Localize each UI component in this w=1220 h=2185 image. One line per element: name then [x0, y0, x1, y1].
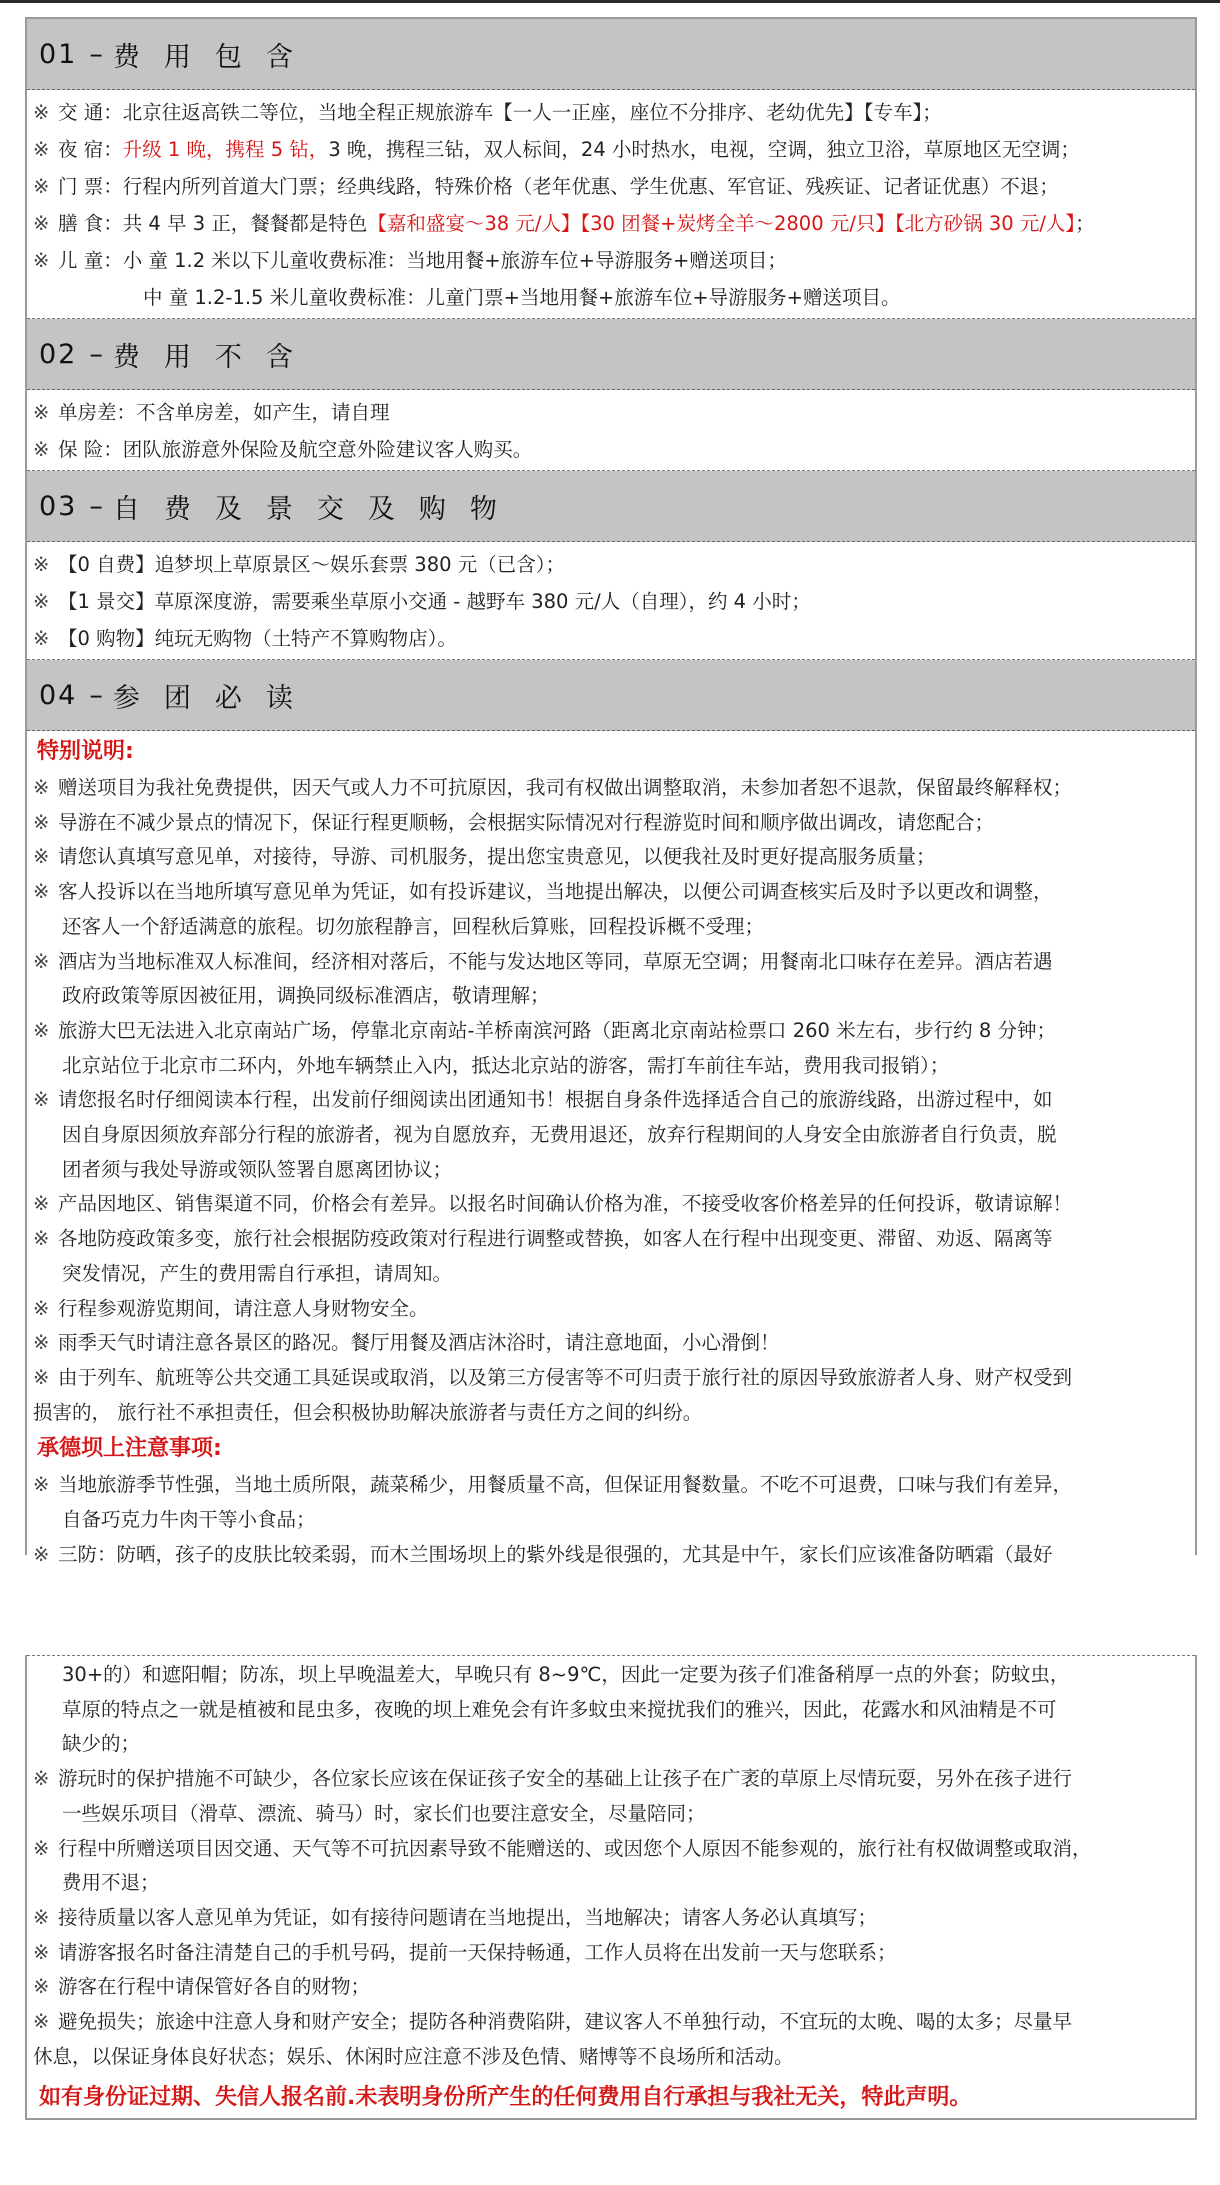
special-note-6: ※ 旅游大巴无法进入北京南站广场，停靠北京南站-羊桥南滨河路（距离北京南站检票口 260 米左右，步行约 8 分钟； 北京站位于北京市二环内，外地车辆禁止入内，抵达北京站的游客，需打车前往车站，费用我司报销）； [33, 1018, 1056, 1077]
special-note-2: ※ 导游在不减少景点的情况下，保证行程更顺畅，会根据实际情况对行程游览时间和顺序做出调改，请您配合； [33, 810, 995, 834]
item-transport: ※ 交 通：北京往返高铁二等位，当地全程正规旅游车【一人一正座，座位不分排序、老幼优先】【专车】； [33, 101, 942, 124]
section-header-03: 03 – 自费及景交及购物 [27, 471, 1195, 542]
note-chengde-food: ※ 当地旅游季节性强，当地土质所限，蔬菜稀少，用餐质量不高，但保证用餐数量。不吃不可退费，口味与我们有差异， 自备巧克力牛肉干等小食品； [33, 1473, 1073, 1532]
chengde-notes-title: 承德坝上注意事项: [37, 1436, 222, 1462]
itinerary-panel-page2 [25, 1655, 1197, 2120]
itinerary-panel-page1 [25, 17, 1197, 1566]
item-scenic-transport: ※ 【1 景交】草原深度游，需要乘坐草原小交通 - 越野车 380 元/人（自理），约 4 小时； [33, 590, 811, 613]
section-body-03 [27, 542, 1195, 660]
item-self-pay: ※ 【0 自费】追梦坝上草原景区～娱乐套票 380 元（已含）； [33, 553, 565, 576]
top-divider [0, 0, 1220, 3]
section-number: 01 [39, 38, 78, 70]
special-note-10: ※ 行程参观游览期间，请注意人身财物安全。 [33, 1296, 429, 1320]
note-avoid-loss: ※ 避免损失；旅途中注意人身和财产安全；提防各种消费陷阱，建议客人不单独行动，不宜玩的太晚、喝的太多；尽量早 休息，以保证身体良好状态；娱乐、休闲时应注意不涉及色情、赌博等不良场所和活动。 [33, 2010, 1073, 2068]
special-note-1: ※ 赠送项目为我社免费提供，因天气或人力不可抗原因，我司有权做出调整取消，未参加者恕不退款，保留最终解释权； [33, 776, 1073, 799]
section-body-02 [27, 390, 1195, 471]
item-insurance: ※ 保 险：团队旅游意外保险及航空意外险建议客人购买。 [33, 438, 533, 461]
item-stay: ※ 夜 宿：升级 1 晚，携程 5 钻，3 晚，携程三钻，双人标间，24 小时热水，电视，空调，独立卫浴，草原地区无空调； [33, 138, 1080, 161]
section-header-01: 01 – 费用包含 [27, 19, 1195, 90]
special-note-4: ※ 客人投诉以在当地所填写意见单为凭证，如有投诉建议，当地提出解决，以便公司调查核实后及时予以更改和调整， 还客人一个舒适满意的旅程。切勿旅程静言，回程秋后算账，回程投诉概不受理； [33, 880, 1053, 938]
section-body-04-continued [27, 1655, 1195, 2118]
note-liability: ※ 由于列车、航班等公共交通工具延误或取消，以及第三方侵害等不可归责于旅行社的原因导致旅游者人身、财产权受到 损害的， 旅行社不承担责任，但会积极协助解决旅游者与责任方之间的纠纷。 [33, 1365, 1073, 1424]
special-notes-title: 特别说明: [37, 739, 134, 764]
special-note-8: ※ 产品因地区、销售渠道不同，价格会有差异。以报名时间确认价格为准，不接受收客价格差异的任何投诉，敬请谅解！ [33, 1192, 1073, 1216]
special-note-5: ※ 酒店为当地标准双人标准间，经济相对落后，不能与发达地区等同，草原无空调；用餐南北口味存在差异。酒店若遇 政府政策等原因被征用，调换同级标准酒店，敬请理解； [33, 949, 1053, 1008]
item-single-room: ※ 单房差：不含单房差，如产生，请自理 [33, 401, 390, 424]
note-chengde-three-protections: ※ 三防：防晒，孩子的皮肤比较柔弱，而木兰围场坝上的紫外线是很强的，尤其是中午，家长们应该准备防晒霜（最好 [33, 1542, 1053, 1566]
item-child-mid: 中 童 1.2-1.5 米儿童收费标准：儿童门票+当地用餐+旅游车位+导游服务+赠送项目。 [143, 286, 901, 309]
chengde-note-2: ※ 行程中所赠送项目因交通、天气等不可抗因素导致不能赠送的、或因您个人原因不能参观的，旅行社有权做调整或取消， 费用不退； [33, 1836, 1092, 1895]
special-note-11: ※ 雨季天气时请注意各景区的路况。餐厅用餐及酒店沐浴时，请注意地面，小心滑倒！ [33, 1331, 780, 1355]
special-note-9: ※ 各地防疫政策多变，旅行社会根据防疫政策对行程进行调整或替换，如客人在行程中出现变更、滞留、劝返、隔离等 突发情况，产生的费用需自行承担，请周知。 [33, 1227, 1053, 1285]
section-title: 费用包含 [112, 41, 317, 73]
note-chengde-three-protections-cont: 30+的）和遮阳帽；防冻，坝上早晚温差大，早晚只有 8~9℃，因此一定要为孩子们准备稍厚一点的外套；防蚊虫， 草原的特点之一就是植被和昆虫多，夜晚的坝上难免会有许多蚊虫来搅扰我们的雅兴，因此，花露水和风油精是不可 缺少的； [62, 1663, 1070, 1756]
section-body-01 [27, 90, 1195, 319]
chengde-note-1: ※ 游玩时的保护措施不可缺少，各位家长应该在保证孩子安全的基础上让孩子在广袤的草原上尽情玩耍，另外在孩子进行 一些娱乐项目（滑草、漂流、骑马）时，家长们也要注意安全，尽量陪同； [33, 1767, 1073, 1825]
special-note-7: ※ 请您报名时仔细阅读本行程，出发前仔细阅读出团通知书！根据自身条件选择适合自己的旅游线路，出游过程中，如 因自身原因须放弃部分行程的旅游者，视为自愿放弃，无费用退还，放弃行程期间的人身安全由旅游者自行负责，脱 团者须与我处导游或领队签署自愿离团协议； [33, 1088, 1057, 1181]
chengde-note-5: ※ 游客在行程中请保管好各自的财物； [33, 1975, 371, 1999]
section-header-02: 02 – 费用不含 [27, 319, 1195, 390]
section-header-04: 04 – 参团必读 [27, 660, 1195, 731]
item-child: ※ 儿 童：小 童 1.2 米以下儿童收费标准：当地用餐+旅游车位+导游服务+赠送项目； [33, 249, 787, 272]
special-note-3: ※ 请您认真填写意见单，对接待，导游、司机服务，提出您宝贵意见，以便我社及时更好提高服务质量； [33, 845, 936, 869]
special-notes-list [33, 771, 1189, 1361]
chengde-note-3: ※ 接待质量以客人意见单为凭证，如有接待问题请在当地提出，当地解决；请客人务必认真填写； [33, 1905, 878, 1929]
item-ticket: ※ 门 票：行程内所列首道大门票；经典线路，特殊价格（老年优惠、学生优惠、军官证、残疾证、记者证优惠）不退； [33, 175, 1059, 198]
item-shopping: ※ 【0 购物】纯玩无购物（土特产不算购物店）。 [33, 627, 457, 650]
chengde-note-4: ※ 请游客报名时备注清楚自己的手机号码，提前一天保持畅通，工作人员将在出发前一天与您联系； [33, 1940, 897, 1964]
chengde-more-list [33, 1762, 1189, 2005]
item-meal: ※ 膳 食：共 4 早 3 正，餐餐都是特色【嘉和盛宴～38 元/人】【30 团餐+炭烤全羊～2800 元/只】【北方砂锅 30 元/人】； [33, 212, 1095, 235]
disclaimer-footer: 如有身份证过期、失信人报名前.未表明身份所产生的任何费用自行承担与我社无关，特此声明。 [39, 2085, 972, 2111]
section-body-04 [27, 731, 1195, 1572]
